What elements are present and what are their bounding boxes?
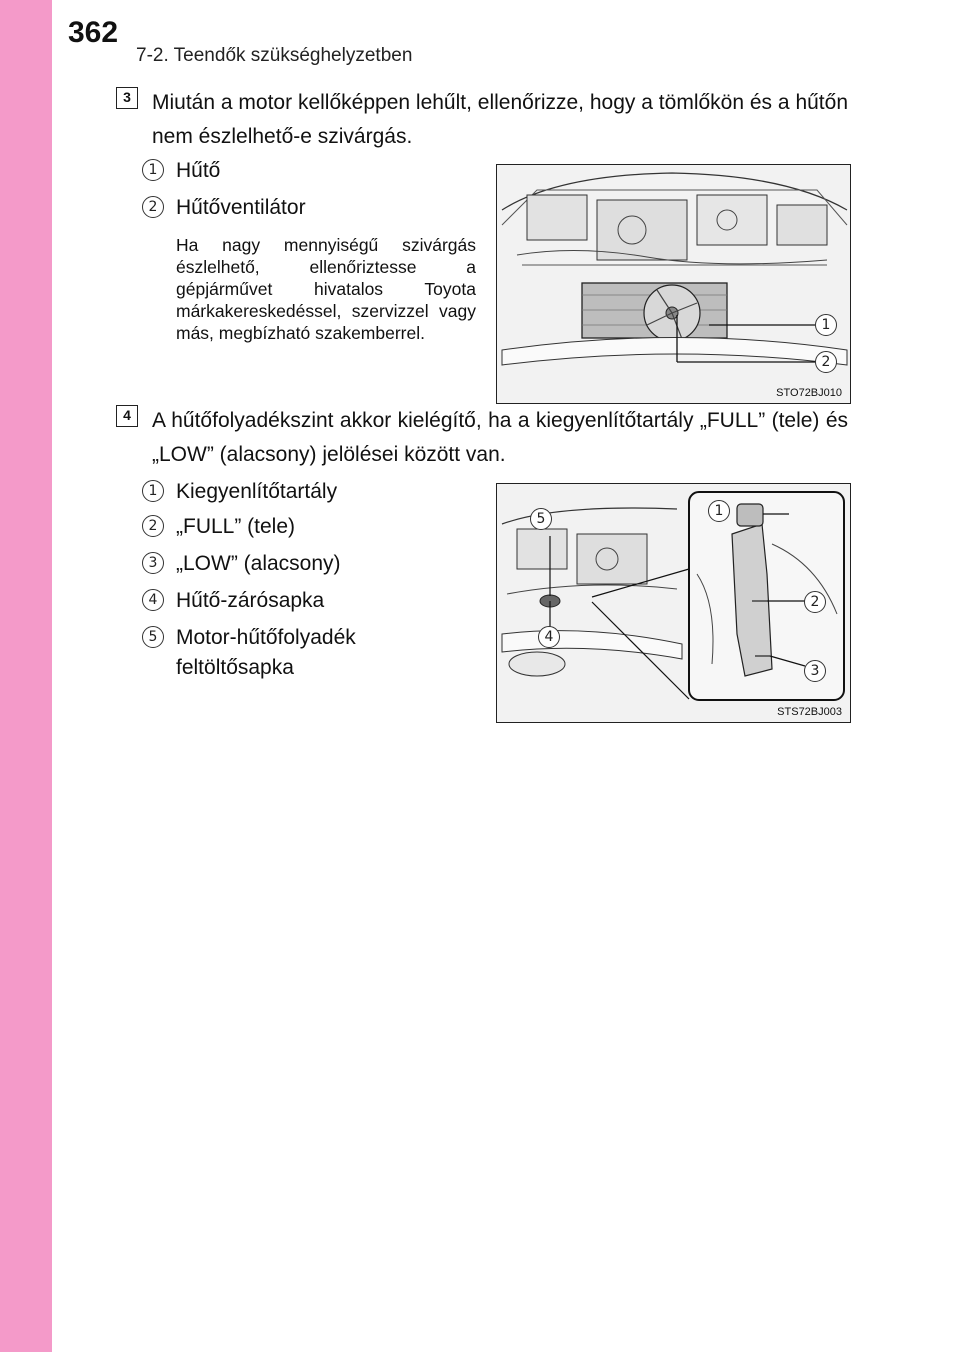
callout-2: 2 [815,351,837,373]
callout-1: 1 [815,314,837,336]
step-4-text: A hűtőfolyadékszint akkor kielégítő, ha a kiegyenlítőtartály „FULL” (tele) és „LOW” (alacsony) jelölései között van. [152,409,848,466]
item-label-filler-cap: Motor-hűtőfolyadék feltöltősapka [176,626,356,679]
callout-2: 2 [804,591,826,613]
callout-3: 3 [804,660,826,682]
item-number-circle: 5 [142,626,164,648]
item-label-reservoir: Kiegyenlítőtartály [176,480,338,503]
item-number-circle: 3 [142,552,164,574]
item-number-circle: 4 [142,589,164,611]
item-number-circle: 2 [142,515,164,537]
leak-note: Ha nagy mennyiségű szivárgás észlelhető, ellenőriztesse a gépjárművet hivatalos Toyota márkakereskedéssel, szervizzel vagy más, megbízható szakemberrel. [176,235,476,343]
item-label-radiator-cap: Hűtő-zárósapka [176,589,325,612]
step-number-box: 4 [116,405,138,427]
item-label-cooling-fan: Hűtőventilátor [176,196,306,219]
reservoir-figure [496,483,851,723]
callout-1: 1 [708,500,730,522]
item-number-circle: 1 [142,159,164,181]
step-number-box: 3 [116,87,138,109]
item-number-circle: 1 [142,480,164,502]
step-3-text: Miután a motor kellőképpen lehűlt, ellenőrizze, hogy a tömlőkön és a hűtőn nem észlelhető-e szivárgás. [152,91,848,148]
section-title: 7-2. Teendők szükséghelyzetben [136,45,413,66]
figure-code: STO72BJ010 [776,387,842,399]
item-label-radiator: Hűtő [176,159,221,182]
item-label-full: „FULL” (tele) [176,515,296,538]
engine-bay-figure [496,164,851,404]
item-number-circle: 2 [142,196,164,218]
engine-bay-illustration [497,165,851,404]
chapter-color-sidebar [0,0,52,1352]
callout-5: 5 [530,508,552,530]
callout-4: 4 [538,626,560,648]
page-number: 362 [68,16,119,49]
item-label-low: „LOW” (alacsony) [176,552,341,575]
figure-code: STS72BJ003 [777,706,842,718]
